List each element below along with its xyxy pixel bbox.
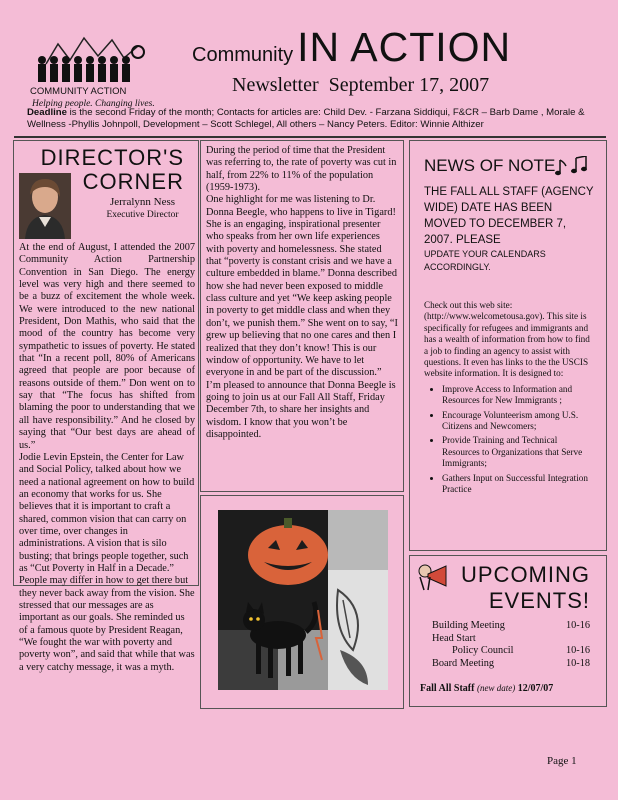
event-name: Board Meeting: [432, 657, 495, 669]
directors-corner-body: [19, 242, 195, 674]
list-item: • Encourage Volunteerism among U.S. Citizens and Newcomers;: [442, 410, 594, 433]
director-name-block: [90, 196, 195, 222]
title-community: Community: [192, 44, 294, 66]
fall-staff-date: 12/07/07: [517, 683, 554, 694]
events-list: [432, 620, 590, 670]
masthead-title: [192, 24, 511, 71]
director-role: Executive Director: [106, 210, 179, 220]
director-photo: [19, 173, 71, 239]
middle-article-body: [206, 145, 398, 441]
deadline-info: [27, 107, 593, 131]
director-paragraph-2: Jodie Levin Epstein, the Center for Law and Social Policy, talked about how we need a national agreement on how to build an economy that works for us. She believes that it is important to craft a shared, common vision that can carry on over time, over changes in administrations. A vision that is silo busting; that brings people together, such as “Cut Poverty in Half in a Decade.” People may differ in how to get there but they never back away from the vision. She stressed that our messages are as important as our goals. She reminded us of a famous quote by President Reagan, “We fought the war with poverty and poverty won”, and said that while that was a very catchy message, it was a myth.: [19, 451, 195, 673]
director-name: Jerralynn Ness: [109, 196, 176, 208]
notice-update-text: UPDATE YOUR CALENDARS ACCORDINGLY.: [424, 249, 546, 272]
event-date: 10-16: [565, 645, 590, 656]
list-item: [432, 633, 590, 646]
director-paragraph-1: At the end of August, I attended the 2007 Community Action Partnership Convention in San Diego. The energy level was very high and there seemed to be a buzz of excitement the whole week. We were introduced to the new national President, Don Mathis, who said that the mood of the country has become very sympathetic to issues of poverty. He stated that “In a recent poll, 80% of Americans agreed that people are poor because of reasons outside of them.” Don went on to say that “The focus has shifted from blaming the poor to understanding that we all have responsibility.” And he closed by saying that “Our best days are ahead of us.”: [19, 242, 195, 451]
middle-paragraph-1: During the period of time that the President was referring to, the rate of poverty was cut in half, from 22% to 11% of the population (1959-1973).: [206, 145, 397, 194]
fall-staff-note: (new date): [476, 683, 516, 693]
fall-staff-label: Fall All Staff: [420, 683, 475, 694]
title-line2: EVENTS!: [488, 588, 590, 613]
fall-all-staff-date: [420, 683, 600, 694]
title-line2: CORNER: [82, 169, 184, 194]
event-name: Policy Council: [452, 645, 514, 656]
deadline-label: Deadline: [27, 107, 67, 118]
middle-paragraph-3: I’m pleased to announce that Donna Beegle is going to join us at our Fall All Staff, Friday December 7th, to share her insights and wisdom. I know that you won’t be disappointed.: [206, 379, 396, 440]
welcome-bullet-list: [424, 384, 594, 496]
news-of-note-title: NEWS OF NOTE: [424, 156, 556, 175]
event-date: 10-16: [565, 620, 590, 631]
list-item: [432, 658, 590, 671]
upcoming-events-title: [458, 562, 590, 614]
portrait-icon: [19, 173, 71, 239]
list-item: • Provide Training and Technical Resources to Organizations that Serve Immigrants;: [442, 435, 594, 469]
event-name: Building Meeting: [432, 620, 505, 631]
halloween-illustration: [218, 510, 388, 690]
list-item: • Improve Access to Information and Resources for New Immigrants ;: [442, 384, 594, 407]
list-item: [432, 645, 590, 658]
title-line1: DIRECTOR'S: [40, 145, 184, 170]
title-in-action: IN ACTION: [297, 24, 512, 70]
svg-text:COMMUNITY ACTION: COMMUNITY ACTION: [30, 86, 127, 97]
svg-text:Helping people. Changing lives: Helping people. Changing lives.: [32, 99, 155, 109]
middle-paragraph-2: One highlight for me was listening to Dr. Donna Beegle, who happens to live in Tigard! She is an engaging, inspirational presenter who speaks from her own life experiences with poverty and homelessness. She stated that “poverty is constant crisis and we have a culture embedded in blame.” Donna described how she had never been exposed to middle class culture and yet “We keep asking people in poverty to get middle class and when they don’t, we punish them.” She went on to say, “I grew up believing that no one cares and then I realized that they don’t know! This is our window of opportunity. We have to let everyone in and be part of the discussion.”: [206, 194, 398, 379]
page-number: Page 1: [547, 755, 577, 767]
header-rule: [14, 136, 606, 138]
event-date: 10-18: [565, 657, 590, 669]
fall-staff-notice: [424, 184, 594, 274]
megaphone-icon: [416, 562, 454, 592]
music-notes-icon: [554, 156, 594, 178]
pumpkin-cat-icon: [218, 510, 388, 690]
notice-text: THE FALL ALL STAFF (AGENCY WIDE) DATE HAS BEEN MOVED TO DECEMBER 7, 2007. PLEASE: [424, 186, 594, 246]
list-item: [432, 620, 590, 633]
event-name: Head Start: [432, 632, 476, 644]
welcome-usa-info: [424, 300, 594, 499]
logo-people-icon: [28, 26, 158, 114]
community-action-logo: [28, 26, 158, 114]
newsletter-date: Newsletter September 17, 2007: [232, 74, 490, 96]
deadline-text: is the second Friday of the month; Contacts for articles are: Child Dev. - Farzana Siddiqui, F&CR – Barb Dame , Morale & Wellness -Phyllis Johnpoll, Development – Scott Schlegel, All others – Nancy Peters. Editor: Winnie Althizer: [27, 107, 585, 130]
title-line1: UPCOMING: [461, 562, 590, 587]
welcome-text: Check out this web site: (http://www.welcometousa.gov). This site is specifically for refugees and immigrants and has a wealth of information from how to find a job to finding an agency to assist with questions. It even has links to the the USCIS website information. It is designed to:: [424, 300, 590, 379]
list-item: • Gathers Input on Successful Integration Practice: [442, 473, 594, 496]
